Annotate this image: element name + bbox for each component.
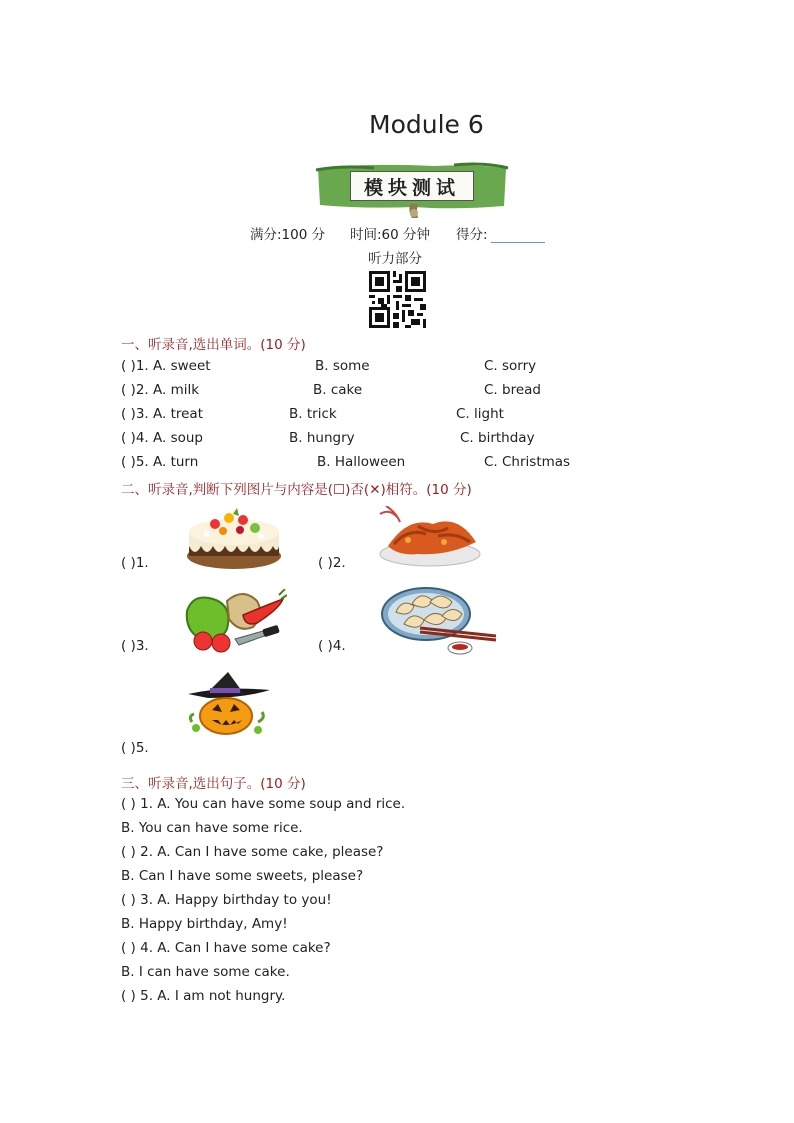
listening-part-label: 听力部分 [368,251,422,267]
time-limit: 时间:60 分钟 [350,227,431,243]
cake-icon [185,506,283,576]
s2-item-4-label: ( )4. [318,638,346,654]
s1-item-3-c: C. light [456,406,504,422]
s2-item-3-label: ( )3. [121,638,149,654]
s2-item-5-label: ( )5. [121,740,149,756]
s1-item-1-a: ( )1. A. sweet [121,358,211,374]
s3-line-3: ( ) 2. A. Can I have some cake, please? [121,844,384,860]
s1-item-4-c: C. birthday [460,430,535,446]
s1-item-2-b: B. cake [313,382,363,398]
full-score: 满分:100 分 [250,227,326,243]
score-blank[interactable] [491,242,545,243]
s2-item-1-label: ( )1. [121,555,149,571]
section-1-heading: 一、听录音,选出单词。(10 分) [121,337,306,353]
s3-line-9: ( ) 5. A. I am not hungry. [121,988,286,1004]
s3-line-5: ( ) 3. A. Happy birthday to you! [121,892,332,908]
module-test-banner [314,160,510,218]
section-3-heading: 三、听录音,选出句子。(10 分) [121,776,306,792]
s1-item-4-b: B. hungry [289,430,355,446]
s1-item-5-c: C. Christmas [484,454,571,470]
s1-item-1-c: C. sorry [484,358,537,374]
section-2-heading: 二、听录音,判断下列图片与内容是(☐)否(✕)相符。(10 分) [121,482,472,498]
vegetables-icon [183,589,287,657]
s1-item-5-a: ( )5. A. turn [121,454,199,470]
fried-shrimp-icon [378,506,482,572]
s1-item-1-b: B. some [315,358,370,374]
s1-item-2-c: C. bread [484,382,541,398]
s3-line-1: ( ) 1. A. You can have some soup and rice. [121,796,406,812]
s1-item-4-a: ( )4. A. soup [121,430,203,446]
s1-item-2-a: ( )2. A. milk [121,382,200,398]
s3-line-2: B. You can have some rice. [121,820,303,836]
s3-line-7: ( ) 4. A. Can I have some cake? [121,940,331,956]
page-title: Module 6 [369,110,484,139]
s1-item-5-b: B. Halloween [317,454,406,470]
s3-line-4: B. Can I have some sweets, please? [121,868,364,884]
s1-item-3-b: B. trick [289,406,337,422]
s3-line-8: B. I can have some cake. [121,964,290,980]
dumplings-icon [380,584,498,660]
s3-line-6: B. Happy birthday, Amy! [121,916,288,932]
s1-item-3-a: ( )3. A. treat [121,406,203,422]
qr-code-icon[interactable] [369,271,426,328]
score-label: 得分: [456,227,488,243]
s2-item-2-label: ( )2. [318,555,346,571]
banner-text: 模块测试 [350,171,474,201]
halloween-pumpkin-icon [184,672,272,740]
